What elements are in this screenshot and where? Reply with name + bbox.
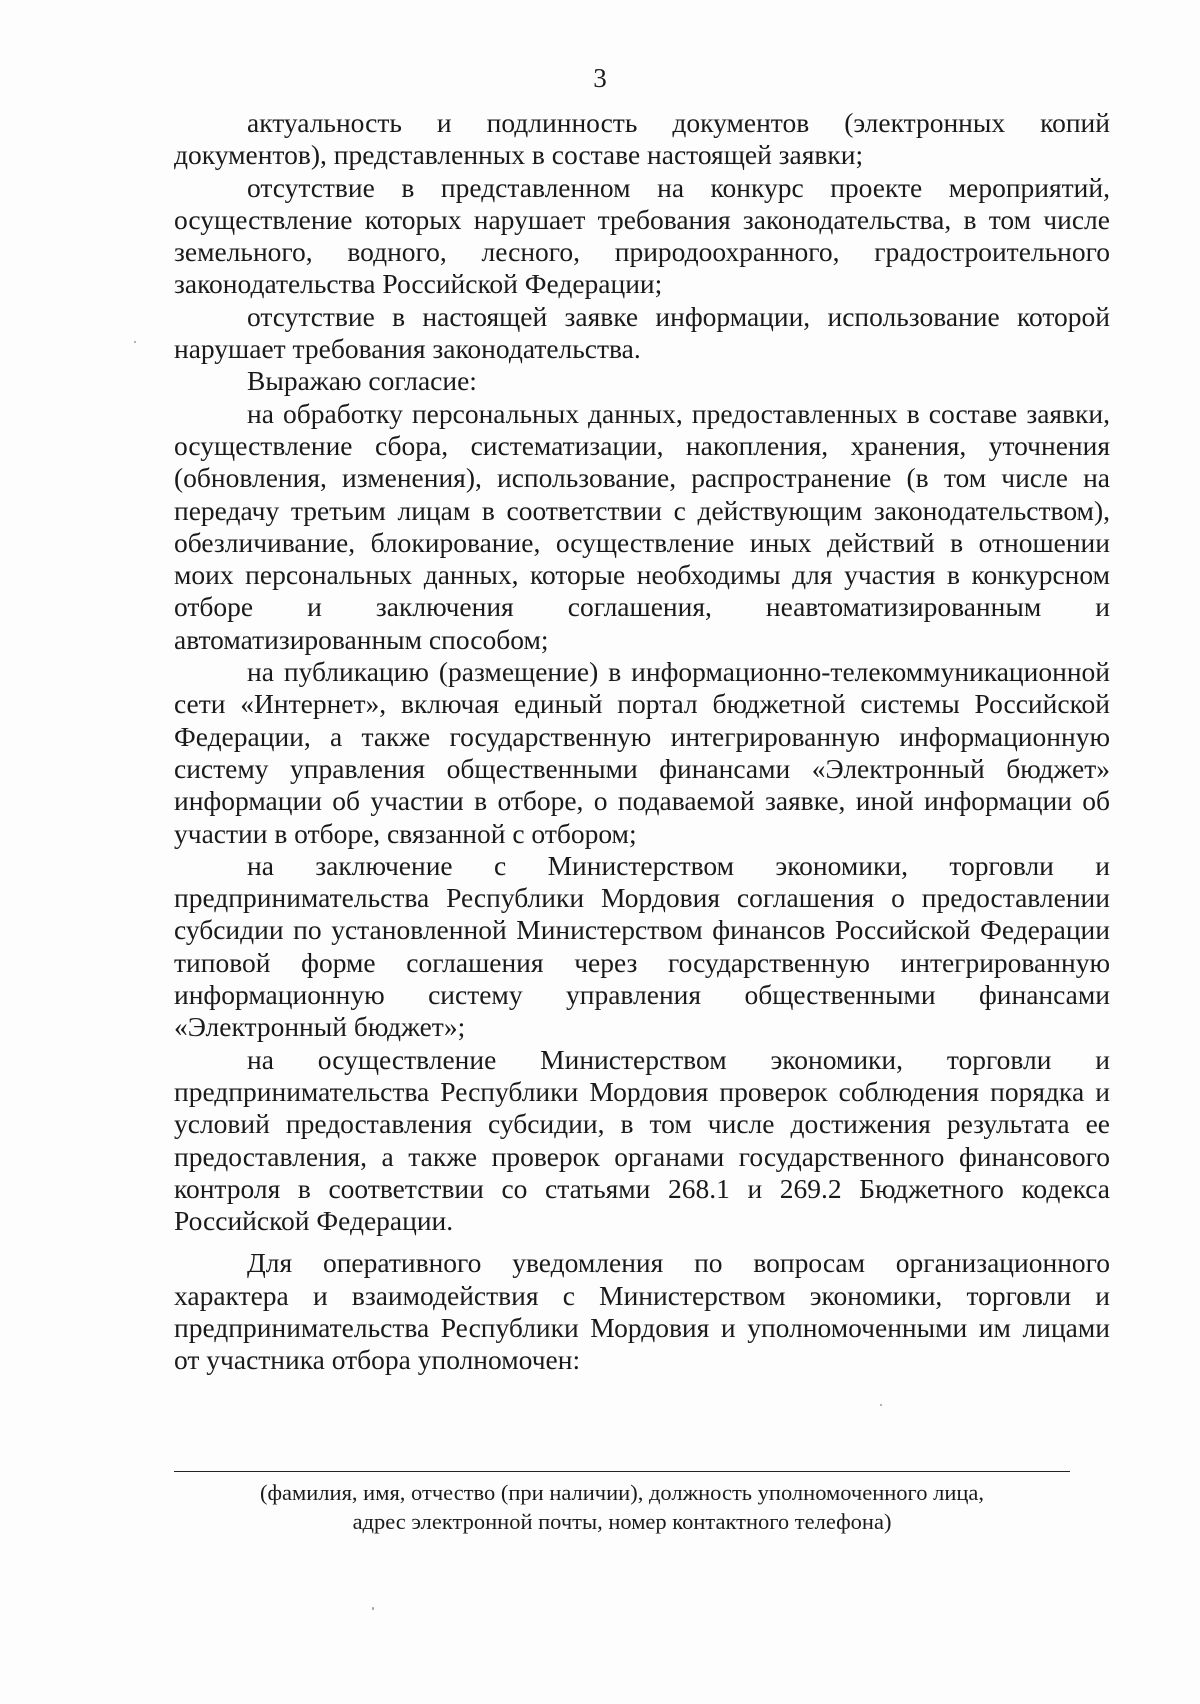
signature-caption-line-1: (фамилия, имя, отчество (при наличии), должность уполномоченного лица,	[259, 1480, 985, 1505]
scan-speck	[372, 1607, 374, 1610]
document-body	[174, 107, 1110, 1377]
paragraph-consent-inspections: на осуществление Министерством экономики, торговли и предпринимательства Республики Мордовия проверок соблюдения порядка и условий предоставления субсидии, в том числе достижения результата ее предоставления, а также проверок органами государственного финансового контроля в соответствии со статьями 268.1 и 269.2 Бюджетного кодекса Российской Федерации.	[174, 1043, 1110, 1237]
paragraph-consent-heading: Выражаю согласие:	[247, 365, 477, 397]
paragraph-consent-publication: на публикацию (размещение) в информационно-телекоммуникационной сети «Интернет», включая единый портал бюджетной системы Российской Федерации, а также государственную интегрированную информационную систему управления общественными финансами «Электронный бюджет» информации об участии в отборе, о подаваемой заявке, иной информации об участии в отборе, связанной с отбором;	[174, 656, 1110, 849]
paragraph-relevance-authenticity: актуальность и подлинность документов (электронных копий документов), представленных в составе настоящей заявки;	[174, 107, 1110, 171]
paragraph-authorized-person: Для оперативного уведомления по вопросам организационного характера и взаимодействия с Министерством экономики, торговли и предпринимательства Республики Мордовия и уполномоченными им лицами от участника отбора уполномочен:	[174, 1247, 1110, 1376]
signature-caption	[174, 1478, 1070, 1536]
paragraph-no-violating-information: отсутствие в настоящей заявке информации, использование которой нарушает требования законодательства.	[174, 300, 1110, 365]
scan-speck	[134, 341, 136, 343]
paragraph-consent-personal-data: на обработку персональных данных, предоставленных в составе заявки, осуществление сбора, систематизации, накопления, хранения, уточнения (обновления, изменения), использование, распространение (в том числе на передачу третьим лицам в соответствии с действующим законодательством), обезличивание, блокирование, осуществление иных действий в отношении моих персональных данных, которые необходимы для участия в конкурсном отборе и заключения соглашения, неавтоматизированным и автоматизированным способом;	[174, 397, 1110, 655]
paragraph-consent-agreement: на заключение с Министерством экономики, торговли и предпринимательства Республики Мордовия соглашения о предоставлении субсидии по установленной Министерством финансов Российской Федерации типовой форме соглашения через государственную интегрированную информационную систему управления общественными финансами «Электронный бюджет»;	[174, 849, 1110, 1043]
signature-caption-line-2: адрес электронной почты, номер контактного телефона)	[352, 1509, 892, 1534]
page-number: 3	[593, 63, 607, 93]
signature-line	[174, 1471, 1070, 1472]
scan-speck	[880, 1404, 882, 1406]
paragraph-no-violating-measures: отсутствие в представленном на конкурс проекте мероприятий, осуществление которых нарушает требования законодательства, в том числе земельного, водного, лесного, природоохранного, градостроительного законодательства Российской Федерации;	[174, 171, 1110, 300]
